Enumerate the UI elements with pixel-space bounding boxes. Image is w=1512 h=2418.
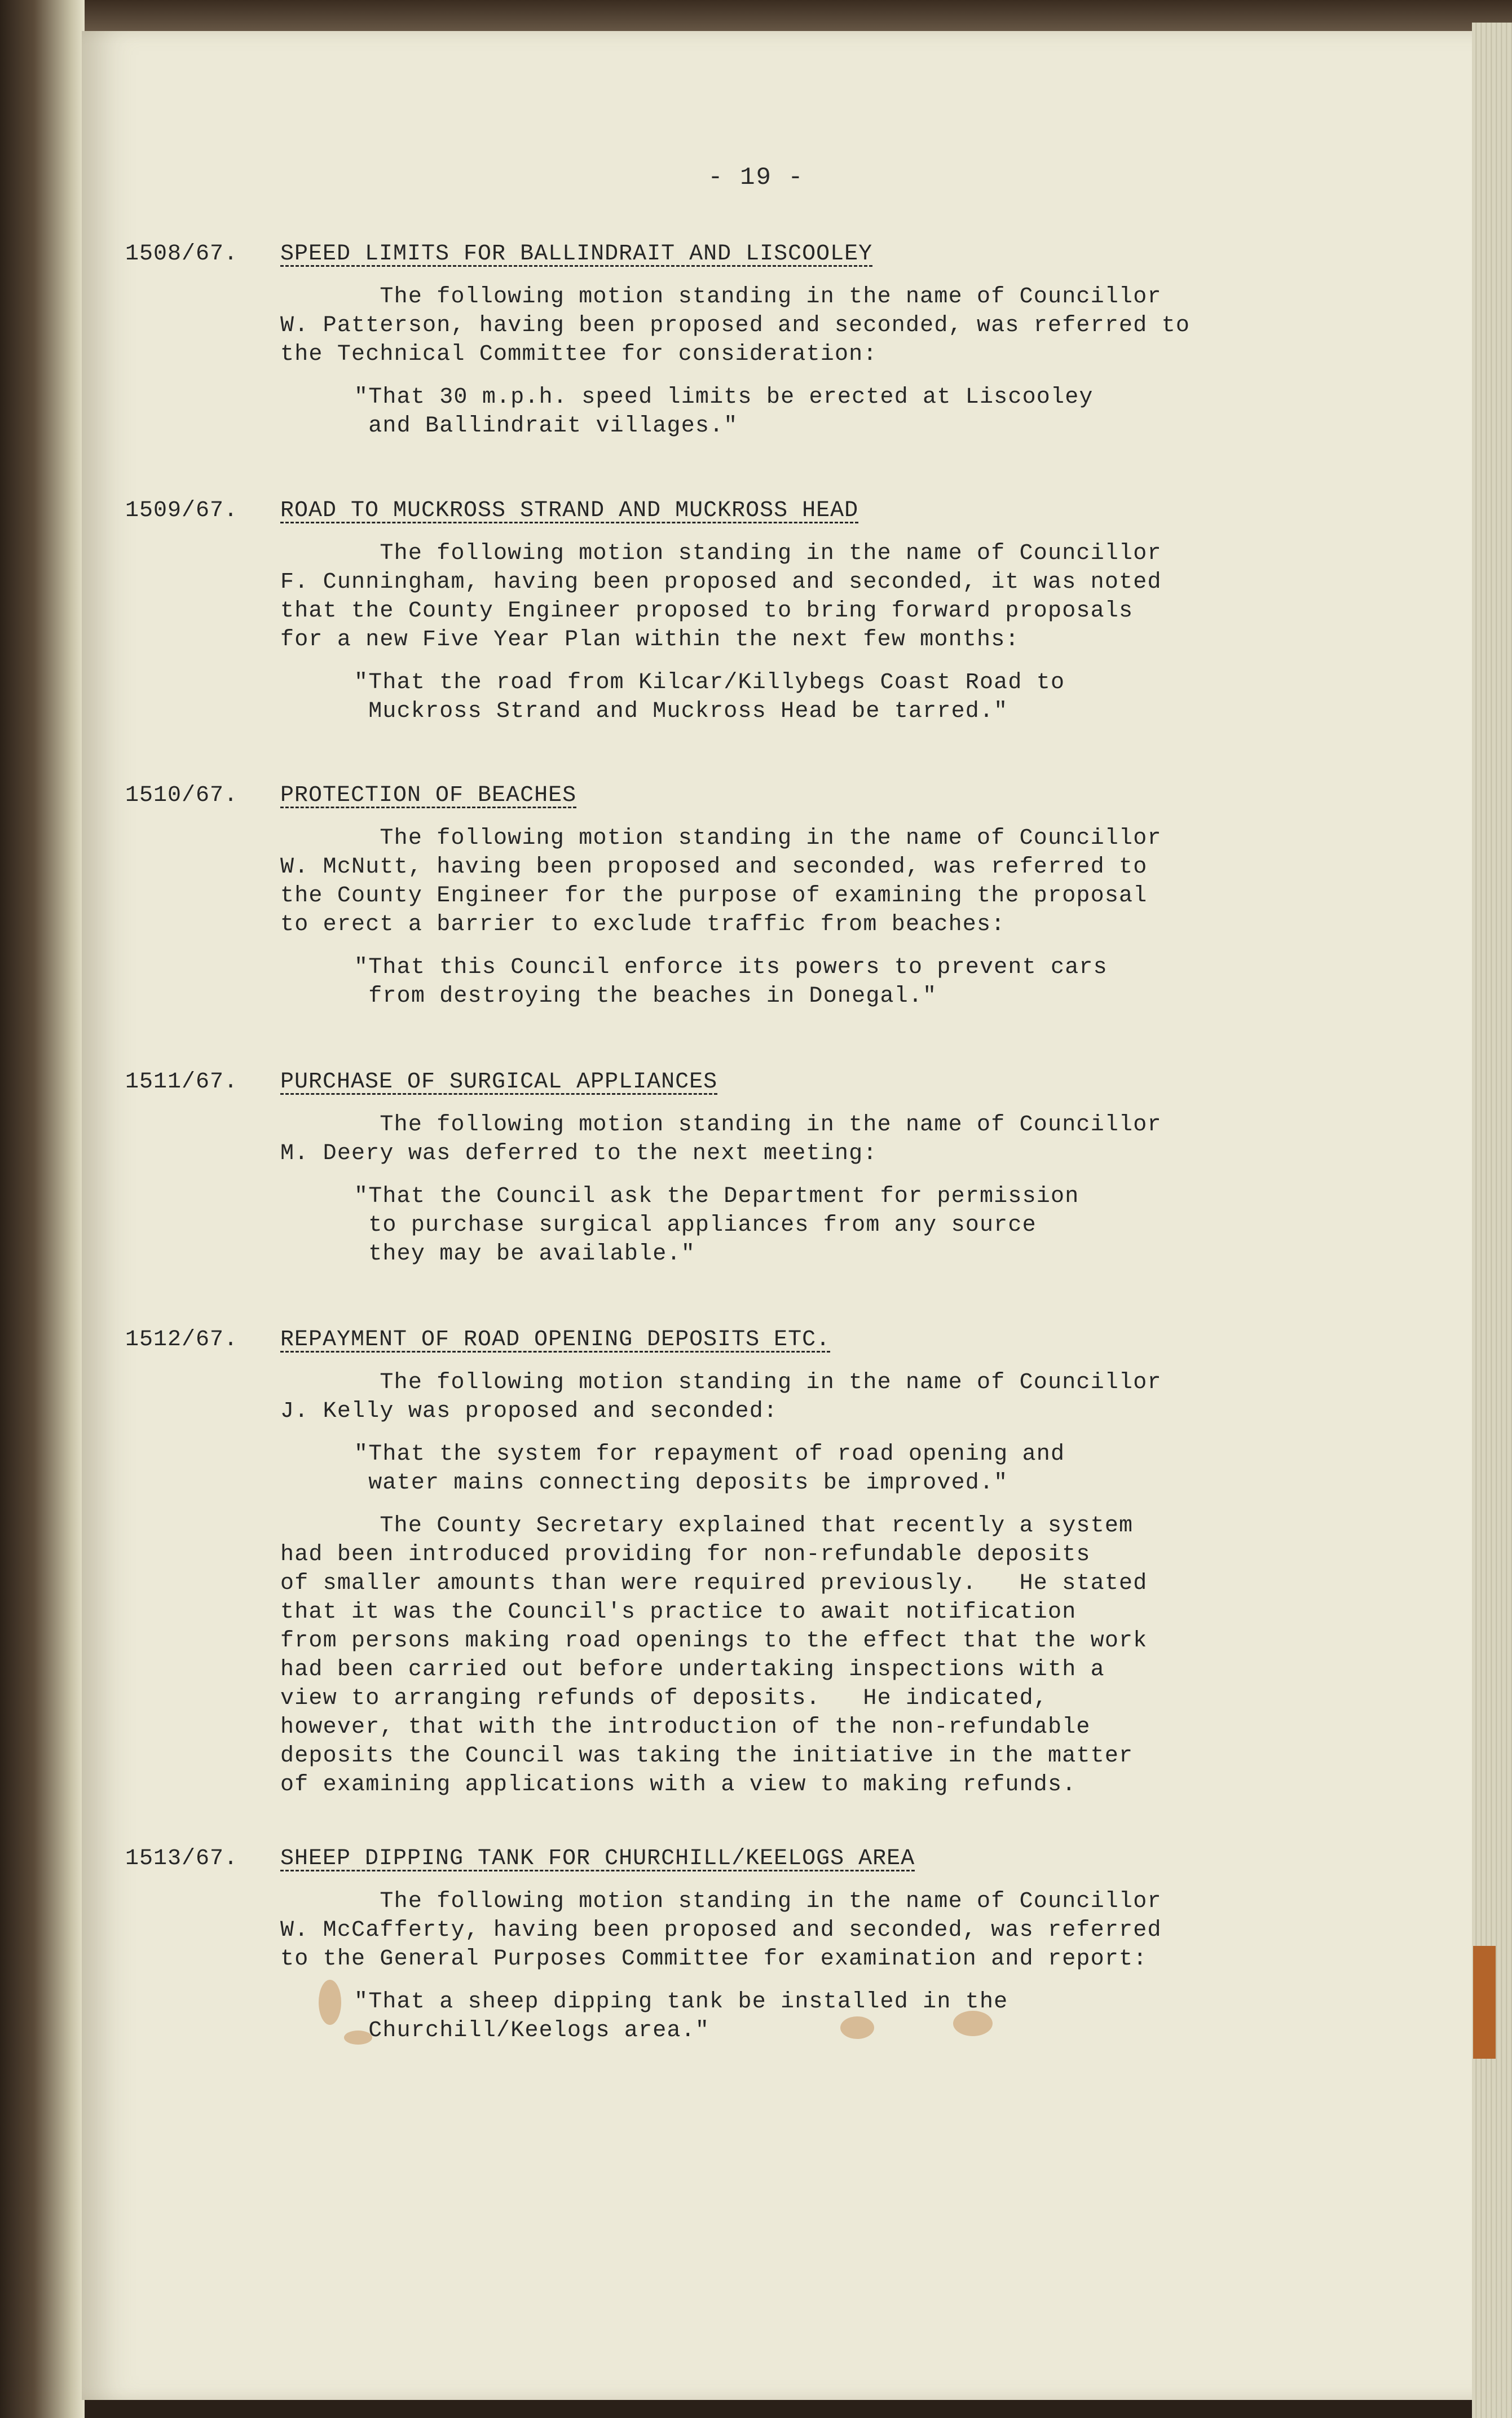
page-number: - 19 - — [708, 164, 804, 192]
minute-paragraph: The following motion standing in the name of Councillor J. Kelly was proposed and seconded: — [280, 1370, 1162, 1424]
motion-quote: "That this Council enforce its powers to prevent cars from destroying the beaches in Donegal." — [354, 955, 1108, 1009]
minute-heading: SPEED LIMITS FOR BALLINDRAIT AND LISCOOLEY — [280, 241, 873, 267]
minute-paragraph: The following motion standing in the name of Councillor F. Cunningham, having been proposed and seconded, it was noted that the County Engineer proposed to bring forward proposals for a new Five Year Plan within the next few months: — [280, 541, 1162, 653]
motion-quote: "That the system for repayment of road opening and water mains connecting deposits be improved." — [354, 1442, 1065, 1496]
book-binding-top — [0, 0, 1512, 34]
minute-number: 1513/67. — [125, 1846, 239, 1871]
minute-heading: PROTECTION OF BEACHES — [280, 783, 577, 808]
minute-number: 1509/67. — [125, 498, 239, 523]
paper-stain — [953, 2011, 993, 2036]
book-spine-shadow — [0, 0, 85, 2418]
minute-number: 1511/67. — [125, 1069, 239, 1095]
minute-heading: SHEEP DIPPING TANK FOR CHURCHILL/KEELOGS AREA — [280, 1846, 915, 1871]
page-tab-marker — [1473, 1946, 1496, 2059]
paper-stain — [840, 2016, 874, 2039]
minute-paragraph: The following motion standing in the name of Councillor W. McNutt, having been proposed and seconded, was referred to the County Engineer for the purpose of examining the proposal to erect a barrier to exclude traffic from beaches: — [280, 826, 1162, 937]
minute-number: 1512/67. — [125, 1327, 239, 1353]
paper-stain — [344, 2031, 372, 2045]
minute-number: 1510/67. — [125, 783, 239, 808]
motion-quote: "That a sheep dipping tank be installed in the Churchill/Keelogs area." — [354, 1989, 1008, 2043]
minute-paragraph: The County Secretary explained that recently a system had been introduced providing for non-refundable deposits of smaller amounts than were required previously. He stated that it was the Council's practice to await notification from persons making road openings to the effect that the work had been carried out before undertaking inspections with a view to arranging refunds of deposits. He indicated, however, that with the introduction of the non-refundable deposits the Council was taking the initiative in the matter of examining applications with a view to making refunds. — [280, 1513, 1148, 1798]
minute-heading: PURCHASE OF SURGICAL APPLIANCES — [280, 1069, 718, 1095]
minute-heading: REPAYMENT OF ROAD OPENING DEPOSITS ETC. — [280, 1327, 831, 1353]
motion-quote: "That the road from Kilcar/Killybegs Coast Road to Muckross Strand and Muckross Head be tarred." — [354, 670, 1065, 724]
motion-quote: "That 30 m.p.h. speed limits be erected at Liscooley and Ballindrait villages." — [354, 385, 1094, 439]
paper-stain — [319, 1980, 341, 2025]
minute-paragraph: The following motion standing in the name of Councillor W. Patterson, having been proposed and seconded, was referred to the Technical Committee for consideration: — [280, 284, 1191, 367]
minute-paragraph: The following motion standing in the name of Councillor W. McCafferty, having been proposed and seconded, was referred to the General Purposes Committee for examination and report: — [280, 1889, 1162, 1972]
minute-heading: ROAD TO MUCKROSS STRAND AND MUCKROSS HEAD — [280, 498, 859, 523]
minute-paragraph: The following motion standing in the name of Councillor M. Deery was deferred to the next meeting: — [280, 1112, 1162, 1166]
minute-number: 1508/67. — [125, 241, 239, 267]
motion-quote: "That the Council ask the Department for permission to purchase surgical appliances from any source they may be available." — [354, 1184, 1079, 1267]
